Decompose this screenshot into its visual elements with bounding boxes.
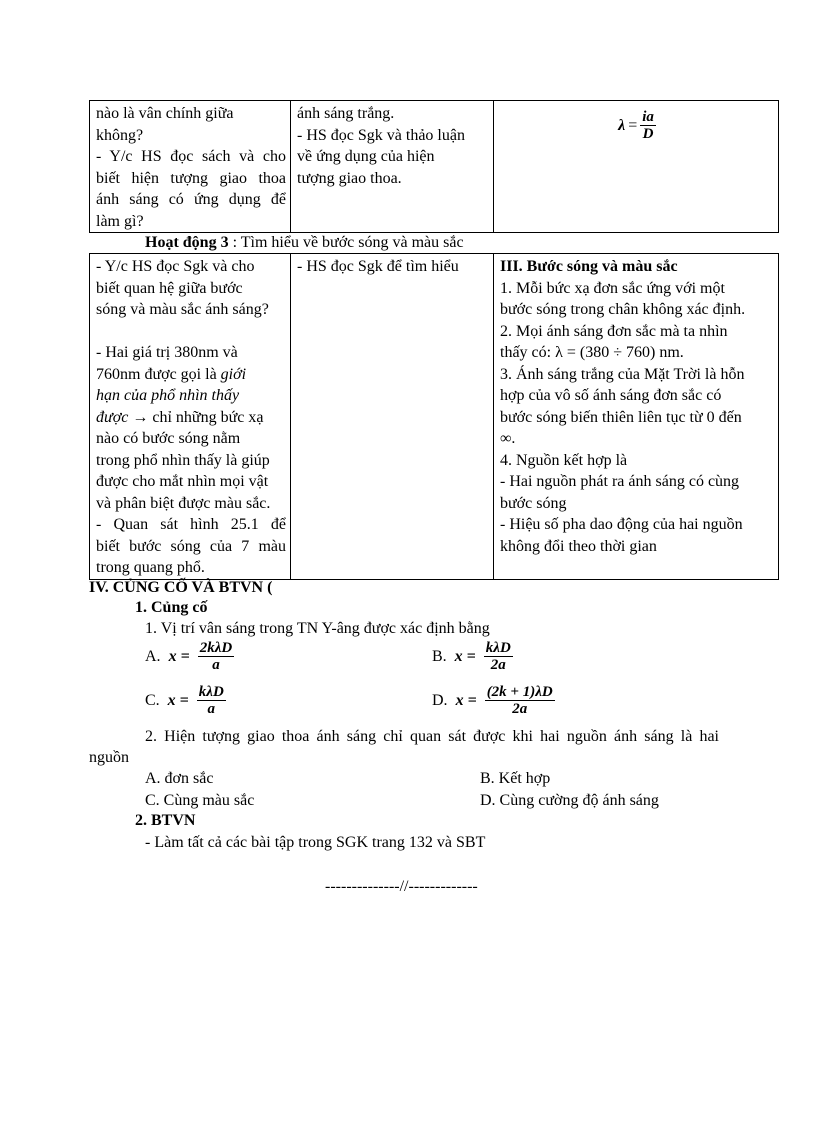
section-heading: III. Bước sóng và màu sắc [500, 258, 678, 275]
formula-fraction [640, 109, 656, 142]
text-line: biết bước sóng của 7 màu [96, 537, 286, 555]
text-line: không? [96, 126, 144, 144]
consolidation-heading: 1. Củng cố [135, 599, 208, 616]
text-line: nào có bước sóng nằm [96, 430, 241, 447]
formula-lhs: x = [167, 692, 189, 709]
teacher-activity-cell [90, 101, 291, 233]
homework-text: - Làm tất cả các bài tập trong SGK trang 132 và SBT [145, 834, 486, 851]
formula-lambda: λ [618, 116, 626, 134]
text-line: hợp của vô số ánh sáng đơn sắc có [500, 387, 722, 404]
text-line [96, 321, 286, 343]
text-line [96, 407, 286, 429]
text-line: được cho mắt nhìn mọi vật [96, 473, 269, 490]
activity-3-heading [145, 232, 464, 253]
activity-table-2 [89, 253, 779, 580]
text-line: 1. Mỗi bức xạ đơn sắc ứng với một [500, 279, 725, 297]
section-4-title: IV. CỦNG CỐ VÀ BTVN ( [89, 579, 273, 596]
formula-lhs: x = [454, 648, 476, 665]
italic-term: được [96, 408, 129, 426]
text-line: thấy có: λ = (380 ÷ 760) nm. [500, 344, 684, 361]
text-line: - Y/c HS đọc sách và cho [96, 148, 286, 165]
italic-term: giới [220, 365, 247, 383]
formula-denominator: a [212, 657, 220, 673]
formula-denominator: 2a [490, 657, 506, 673]
text-line: biết hiện tượng giao thoa [96, 169, 286, 187]
activity-table-1 [89, 100, 779, 233]
q1-option-a [145, 640, 234, 673]
formula-fraction [485, 684, 555, 717]
text-line: - Hai nguồn phát ra ánh sáng có cùng [500, 473, 740, 490]
text-line: 2. Mọi ánh sáng đơn sắc mà ta nhìn [500, 322, 728, 340]
formula-denominator: a [207, 701, 216, 717]
end-separator: --------------//------------- [325, 878, 478, 895]
question-2-line-2: nguồn [89, 749, 129, 766]
text-line: bước sóng [500, 494, 567, 512]
formula-numerator: kλD [485, 640, 511, 656]
text-line: biết quan hệ giữa bước [96, 279, 243, 297]
q2-option-c: C. Cùng màu sắc [145, 792, 255, 809]
text-line: trong quang phổ. [96, 559, 205, 576]
formula-numerator: ia [642, 109, 654, 125]
teacher-activity-cell [90, 254, 291, 580]
text-span: 760nm được gọi là [96, 365, 221, 383]
formula-numerator: (2k + 1)λD [486, 684, 553, 700]
student-activity-cell [291, 254, 494, 580]
formula-lhs: x = [168, 648, 190, 665]
text-line: ánh sáng trắng. [297, 105, 395, 122]
text-line: ánh sáng có ứng dụng để [96, 191, 286, 208]
text-line: - Quan sát hình 25.1 để [96, 516, 286, 533]
formula-denominator: 2a [512, 701, 528, 717]
q2-option-d: D. Cùng cường độ ánh sáng [480, 792, 659, 809]
text-line: - Y/c HS đọc Sgk và cho [96, 258, 255, 275]
question-1: 1. Vị trí vân sáng trong TN Y-âng được xác định bằng [145, 620, 490, 637]
formula-denominator: D [642, 126, 654, 142]
activity-3-prefix: Hoạt động 3 [145, 234, 229, 251]
option-label: C. [145, 692, 160, 709]
text-line: về ứng dụng của hiện [297, 148, 435, 165]
question-2-line-1: 2. Hiện tượng giao thoa ánh sáng chỉ quan sát được khi hai nguồn ánh sáng là hai [145, 728, 719, 745]
activity-3-title: : Tìm hiểu về bước sóng và màu sắc [228, 234, 464, 251]
formula-fraction [197, 684, 226, 717]
q2-option-a: A. đơn sắc [145, 770, 214, 787]
text-line: ∞. [500, 430, 516, 447]
text-line: tượng giao thoa. [297, 169, 402, 187]
text-line: không đổi theo thời gian [500, 537, 657, 555]
formula-fraction [484, 640, 513, 673]
q1-option-b [432, 640, 513, 673]
text-line: 3. Ánh sáng trắng của Mặt Trời là hỗn [500, 365, 745, 383]
homework-heading: 2. BTVN [135, 812, 196, 829]
italic-term: hạn của phổ nhìn thấy [96, 387, 240, 404]
option-label: A. [145, 648, 161, 665]
q2-option-b: B. Kết hợp [480, 770, 551, 787]
text-line [96, 364, 286, 386]
q1-option-c [145, 684, 226, 717]
text-span: → chỉ những bức xạ [128, 408, 264, 426]
formula-lhs: x = [455, 692, 477, 709]
content-cell [494, 101, 779, 233]
content-cell [494, 254, 779, 580]
q1-option-d [432, 684, 555, 717]
text-line: làm gì? [96, 212, 144, 230]
text-line: sóng và màu sắc ánh sáng? [96, 301, 269, 318]
wavelength-formula [618, 109, 656, 142]
formula-fraction [198, 640, 235, 673]
text-line: - Hiệu số pha dao động của hai nguồn [500, 516, 743, 533]
option-label: D. [432, 692, 448, 709]
text-line: - Hai giá trị 380nm và [96, 344, 238, 361]
formula-numerator: 2kλD [199, 640, 233, 656]
formula-numerator: kλD [198, 684, 224, 700]
text-line: nào là vân chính giữa [96, 105, 234, 122]
student-activity-cell [291, 101, 494, 233]
text-line: - HS đọc Sgk và thảo luận [297, 126, 465, 144]
text-line: bước sóng trong chân không xác định. [500, 301, 746, 318]
text-line: 4. Nguồn kết hợp là [500, 451, 628, 469]
text-line: và phân biệt được màu sắc. [96, 494, 271, 512]
text-line: bước sóng biến thiên liên tục từ 0 đến [500, 408, 742, 426]
text-line: trong phổ nhìn thấy là giúp [96, 451, 270, 469]
option-label: B. [432, 648, 447, 665]
text-line: - HS đọc Sgk để tìm hiểu [297, 258, 459, 275]
formula-equals: = [628, 116, 638, 134]
